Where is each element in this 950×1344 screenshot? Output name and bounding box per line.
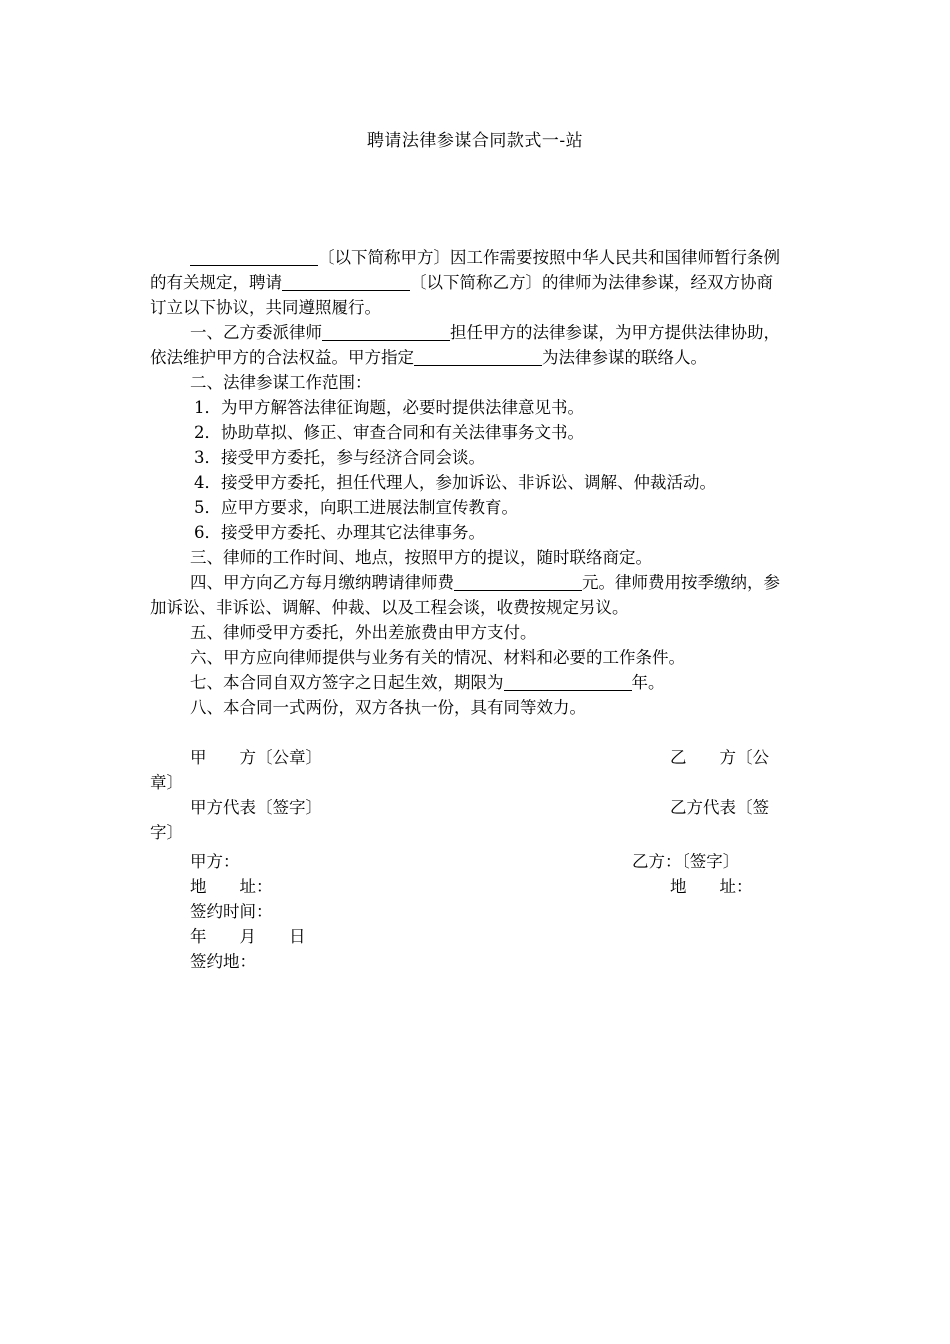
clause-8: 八、本合同一式两份，双方各执一份，具有同等效力。 — [190, 698, 586, 717]
clause-1-text-c: 律协助，依法维护甲方的合法权益。甲方指定 — [150, 323, 780, 367]
party-a-blank — [190, 249, 318, 267]
clause-2-item-1: 1．为甲方解答法律征询题，必要时提供法律意见书。 — [194, 398, 584, 417]
seal-wrap-row — [150, 770, 784, 795]
address-row — [150, 874, 784, 899]
clause-3: 三、律师的工作时间、地点，按照甲方的提议，随时联络商定。 — [190, 548, 652, 567]
party-a-seal: 甲 方〔公章〕 — [190, 748, 322, 767]
representative-wrap-row — [150, 820, 784, 845]
intro-text-d: 参谋，经双方协商订立以下协议，共同遵照履行。 — [150, 273, 773, 317]
address-b-label: 地 址： — [670, 877, 753, 896]
fee-blank — [454, 574, 582, 592]
clause-1 — [150, 320, 784, 370]
party-a-representative: 甲方代表〔签字〕 — [190, 798, 322, 817]
clause-1-text-b: 担任甲方的法律参谋，为甲方提供法 — [450, 323, 714, 342]
clause-1-text-d: 为法律参谋的 — [542, 348, 641, 367]
clause-1-text-e: 联络人。 — [641, 348, 707, 367]
clause-4-text-b: 元。律师费用按季 — [582, 573, 714, 592]
intro-text-a: 〔以下简称甲方〕因工作需要按照中华人民共和国律师 — [318, 248, 714, 267]
intro-text-b: 暂行条例的有关规定，聘请 — [150, 248, 780, 292]
seal-row — [150, 745, 784, 770]
address-a-label: 地 址： — [190, 877, 273, 896]
term-blank — [504, 674, 632, 692]
clause-7-text-b: 年。 — [631, 673, 665, 692]
document-title: 聘请法律参谋合同款式一-站 — [366, 131, 584, 151]
party-b-label: 乙方：〔签字〕 — [632, 852, 740, 871]
sign-time-label: 签约时间： — [190, 902, 273, 921]
party-row — [150, 849, 784, 874]
sign-place-row — [150, 949, 784, 974]
party-b-rep-wrap: 字〕 — [150, 823, 183, 842]
date-label: 年 月 日 — [190, 927, 306, 946]
clause-2-item-4-text: 4．接受甲方委托，担任代理人，参加诉讼、非诉讼、调解、仲裁活 — [194, 473, 683, 492]
clause-2-item-2: 2．协助草拟、修正、审查合同和有关法律事务文书。 — [194, 423, 584, 442]
intro-text-c: 〔以下简称乙方〕的律师为法律 — [410, 273, 641, 292]
clause-4 — [150, 570, 784, 620]
clause-2-item-6: 6．接受甲方委托、办理其它法律事务。 — [194, 523, 485, 542]
clause-1-text-a: 一、乙方委派律师 — [190, 323, 322, 342]
lawyer-blank — [322, 324, 450, 342]
clause-2-heading: 二、法律参谋工作范围： — [190, 373, 372, 392]
contract-body — [150, 245, 784, 974]
party-a-label: 甲方： — [190, 852, 240, 871]
party-b-blank — [282, 274, 410, 292]
sign-place-label: 签约地： — [190, 952, 256, 971]
intro-paragraph — [150, 245, 784, 320]
clause-5: 五、律师受甲方委托，外出差旅费由甲方支付。 — [190, 623, 537, 642]
clause-2-item-4 — [150, 470, 784, 495]
representative-row — [150, 795, 784, 820]
sign-time-row — [150, 899, 784, 924]
date-row — [150, 924, 784, 949]
clause-7-text-a: 七、本合同自双方签字之日起生效，期限为 — [190, 673, 504, 692]
clause-2-item-3: 3．接受甲方委托，参与经济合同会谈。 — [194, 448, 485, 467]
clause-4-text-c: 缴纳，参加诉讼、非诉讼、调解、仲裁、以及工程会谈，收费按规定另议。 — [150, 573, 780, 617]
party-b-seal: 乙 方〔公 — [670, 748, 769, 767]
clause-2-item-5: 5．应甲方要求，向职工进展法制宣传教育。 — [194, 498, 518, 517]
clause-4-text-a: 四、甲方向乙方每月缴纳聘请律师费 — [190, 573, 454, 592]
clause-2-item-4-wrap: 动。 — [683, 473, 716, 492]
clause-6: 六、甲方应向律师提供与业务有关的情况、材料和必要的工作条件。 — [190, 648, 685, 667]
contact-blank — [414, 349, 542, 367]
party-b-seal-wrap: 章〕 — [150, 773, 183, 792]
clause-7 — [150, 670, 784, 695]
party-b-representative: 乙方代表〔签 — [670, 798, 769, 817]
